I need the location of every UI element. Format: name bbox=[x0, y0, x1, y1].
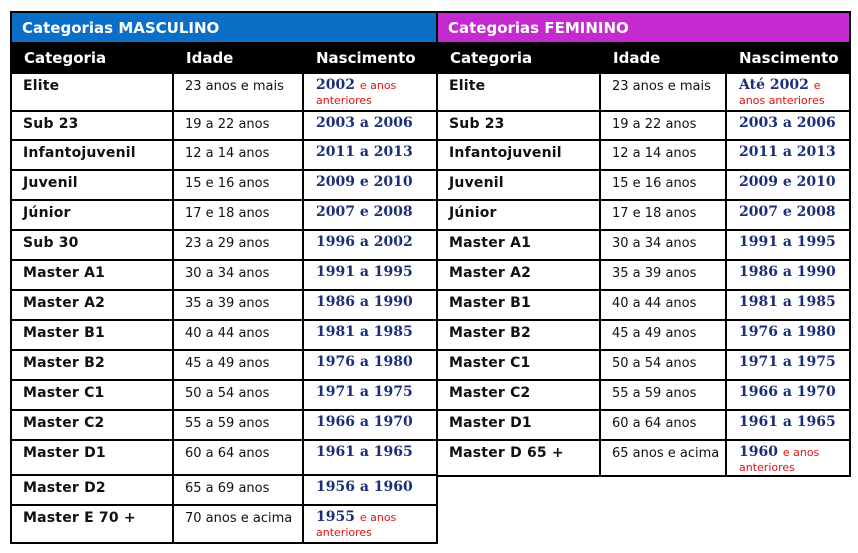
nascimento-cell bbox=[726, 111, 850, 140]
nascimento-value: 2003 a 2006 bbox=[739, 115, 836, 131]
nascimento-value: 1971 a 1975 bbox=[739, 354, 836, 370]
nascimento-cell bbox=[726, 200, 850, 230]
idade-cell: 65 anos e acima bbox=[600, 440, 726, 476]
header-idade: Idade bbox=[173, 43, 303, 73]
nascimento-cell bbox=[726, 320, 850, 350]
idade-cell: 35 a 39 anos bbox=[173, 290, 303, 320]
nascimento-cell bbox=[303, 320, 437, 350]
categoria-cell: Júnior bbox=[437, 200, 600, 230]
header-idade: Idade bbox=[600, 43, 726, 73]
nascimento-cell bbox=[303, 410, 437, 440]
categoria-cell: Infantojuvenil bbox=[437, 140, 600, 170]
nascimento-cell bbox=[726, 140, 850, 170]
table-row bbox=[437, 230, 850, 260]
nascimento-cell bbox=[726, 230, 850, 260]
table-row bbox=[437, 380, 850, 410]
table-row bbox=[11, 111, 437, 140]
categoria-cell: Master E 70 + bbox=[11, 505, 173, 543]
header-nascimento: Nascimento bbox=[726, 43, 850, 73]
idade-cell: 60 a 64 anos bbox=[173, 440, 303, 475]
nascimento-cell bbox=[303, 260, 437, 290]
feminino-table bbox=[436, 11, 851, 477]
nascimento-value: 2011 a 2013 bbox=[739, 144, 836, 160]
categoria-cell: Master D2 bbox=[11, 475, 173, 505]
idade-cell: 55 a 59 anos bbox=[600, 380, 726, 410]
nascimento-cell bbox=[303, 350, 437, 380]
table-row bbox=[437, 73, 850, 111]
idade-cell: 30 a 34 anos bbox=[600, 230, 726, 260]
idade-cell: 17 e 18 anos bbox=[600, 200, 726, 230]
nascimento-value: 1960 bbox=[739, 444, 778, 460]
nascimento-cell bbox=[303, 290, 437, 320]
nascimento-value: 1976 a 1980 bbox=[739, 324, 836, 340]
header-categoria: Categoria bbox=[11, 43, 173, 73]
idade-cell: 35 a 39 anos bbox=[600, 260, 726, 290]
nascimento-cell bbox=[726, 73, 850, 111]
nascimento-suffix: e anos anteriores bbox=[316, 79, 397, 107]
nascimento-cell bbox=[726, 170, 850, 200]
nascimento-value: 1996 a 2002 bbox=[316, 234, 413, 250]
table-row bbox=[437, 440, 850, 476]
nascimento-cell bbox=[726, 440, 850, 476]
nascimento-cell bbox=[303, 380, 437, 410]
nascimento-value: Até 2002 bbox=[739, 77, 809, 93]
nascimento-cell bbox=[303, 73, 437, 111]
idade-cell: 19 a 22 anos bbox=[600, 111, 726, 140]
nascimento-cell bbox=[303, 170, 437, 200]
table-row bbox=[11, 350, 437, 380]
table-row bbox=[11, 290, 437, 320]
table-row bbox=[11, 260, 437, 290]
header-categoria: Categoria bbox=[437, 43, 600, 73]
table-row bbox=[437, 290, 850, 320]
table-row bbox=[11, 140, 437, 170]
nascimento-cell bbox=[303, 140, 437, 170]
nascimento-cell bbox=[303, 475, 437, 505]
categoria-cell: Master D1 bbox=[11, 440, 173, 475]
table-row bbox=[11, 380, 437, 410]
idade-cell: 65 a 69 anos bbox=[173, 475, 303, 505]
idade-cell: 15 e 16 anos bbox=[600, 170, 726, 200]
idade-cell: 55 a 59 anos bbox=[173, 410, 303, 440]
nascimento-suffix: e anos anteriores bbox=[739, 79, 825, 107]
nascimento-value: 2002 bbox=[316, 77, 355, 93]
nascimento-cell bbox=[303, 111, 437, 140]
nascimento-value: 2011 a 2013 bbox=[316, 144, 413, 160]
nascimento-suffix: e anos anteriores bbox=[739, 446, 820, 474]
nascimento-value: 1981 a 1985 bbox=[316, 324, 413, 340]
nascimento-cell bbox=[303, 200, 437, 230]
categoria-cell: Master B1 bbox=[11, 320, 173, 350]
idade-cell: 40 a 44 anos bbox=[173, 320, 303, 350]
nascimento-cell bbox=[303, 230, 437, 260]
idade-cell: 45 a 49 anos bbox=[173, 350, 303, 380]
categoria-cell: Elite bbox=[437, 73, 600, 111]
nascimento-value: 1956 a 1960 bbox=[316, 479, 413, 495]
nascimento-value: 2009 e 2010 bbox=[739, 174, 836, 190]
table-row bbox=[437, 140, 850, 170]
categoria-cell: Master C2 bbox=[437, 380, 600, 410]
table-row bbox=[437, 410, 850, 440]
categoria-cell: Master B1 bbox=[437, 290, 600, 320]
table-row bbox=[437, 260, 850, 290]
categoria-cell: Master C1 bbox=[437, 350, 600, 380]
idade-cell: 23 anos e mais bbox=[173, 73, 303, 111]
nascimento-value: 1991 a 1995 bbox=[739, 234, 836, 250]
table-row bbox=[437, 320, 850, 350]
nascimento-value: 1966 a 1970 bbox=[316, 414, 413, 430]
nascimento-value: 1976 a 1980 bbox=[316, 354, 413, 370]
nascimento-value: 1991 a 1995 bbox=[316, 264, 413, 280]
table-row bbox=[11, 440, 437, 475]
nascimento-cell bbox=[303, 440, 437, 475]
categoria-cell: Master A1 bbox=[11, 260, 173, 290]
categoria-cell: Master B2 bbox=[437, 320, 600, 350]
table-row bbox=[437, 111, 850, 140]
table-row bbox=[437, 350, 850, 380]
masculino-title: Categorias MASCULINO bbox=[11, 12, 437, 43]
categoria-cell: Sub 23 bbox=[11, 111, 173, 140]
nascimento-value: 1961 a 1965 bbox=[316, 444, 413, 460]
idade-cell: 12 a 14 anos bbox=[173, 140, 303, 170]
nascimento-suffix: e anos anteriores bbox=[316, 511, 397, 539]
table-row bbox=[11, 200, 437, 230]
categoria-cell: Infantojuvenil bbox=[11, 140, 173, 170]
nascimento-value: 1966 a 1970 bbox=[739, 384, 836, 400]
categoria-cell: Juvenil bbox=[11, 170, 173, 200]
table-row bbox=[437, 200, 850, 230]
categoria-cell: Master D 65 + bbox=[437, 440, 600, 476]
nascimento-value: 2007 e 2008 bbox=[316, 204, 413, 220]
idade-cell: 17 e 18 anos bbox=[173, 200, 303, 230]
idade-cell: 23 anos e mais bbox=[600, 73, 726, 111]
categoria-cell: Sub 30 bbox=[11, 230, 173, 260]
table-row bbox=[11, 170, 437, 200]
categoria-cell: Master A2 bbox=[437, 260, 600, 290]
nascimento-value: 1955 bbox=[316, 509, 355, 525]
masculino-table bbox=[10, 11, 438, 544]
nascimento-value: 2003 a 2006 bbox=[316, 115, 413, 131]
categoria-cell: Master A2 bbox=[11, 290, 173, 320]
idade-cell: 30 a 34 anos bbox=[173, 260, 303, 290]
nascimento-value: 1986 a 1990 bbox=[316, 294, 413, 310]
nascimento-cell bbox=[726, 380, 850, 410]
table-row bbox=[11, 505, 437, 543]
nascimento-cell bbox=[726, 350, 850, 380]
table-row bbox=[11, 230, 437, 260]
nascimento-cell bbox=[726, 260, 850, 290]
table-row bbox=[11, 320, 437, 350]
nascimento-value: 1971 a 1975 bbox=[316, 384, 413, 400]
header-nascimento: Nascimento bbox=[303, 43, 437, 73]
nascimento-cell bbox=[726, 410, 850, 440]
idade-cell: 45 a 49 anos bbox=[600, 320, 726, 350]
nascimento-cell bbox=[726, 290, 850, 320]
idade-cell: 12 a 14 anos bbox=[600, 140, 726, 170]
table-row bbox=[11, 410, 437, 440]
idade-cell: 40 a 44 anos bbox=[600, 290, 726, 320]
categoria-cell: Elite bbox=[11, 73, 173, 111]
categoria-cell: Master C1 bbox=[11, 380, 173, 410]
table-row bbox=[11, 475, 437, 505]
categoria-cell: Master C2 bbox=[11, 410, 173, 440]
categoria-cell: Juvenil bbox=[437, 170, 600, 200]
categoria-cell: Júnior bbox=[11, 200, 173, 230]
nascimento-value: 2007 e 2008 bbox=[739, 204, 836, 220]
idade-cell: 15 e 16 anos bbox=[173, 170, 303, 200]
categoria-cell: Master D1 bbox=[437, 410, 600, 440]
table-row bbox=[437, 170, 850, 200]
nascimento-value: 2009 e 2010 bbox=[316, 174, 413, 190]
nascimento-value: 1961 a 1965 bbox=[739, 414, 836, 430]
nascimento-value: 1986 a 1990 bbox=[739, 264, 836, 280]
idade-cell: 50 a 54 anos bbox=[173, 380, 303, 410]
idade-cell: 50 a 54 anos bbox=[600, 350, 726, 380]
categoria-cell: Sub 23 bbox=[437, 111, 600, 140]
nascimento-cell bbox=[303, 505, 437, 543]
table-row bbox=[11, 73, 437, 111]
idade-cell: 19 a 22 anos bbox=[173, 111, 303, 140]
nascimento-value: 1981 a 1985 bbox=[739, 294, 836, 310]
idade-cell: 70 anos e acima bbox=[173, 505, 303, 543]
idade-cell: 23 a 29 anos bbox=[173, 230, 303, 260]
idade-cell: 60 a 64 anos bbox=[600, 410, 726, 440]
feminino-title: Categorias FEMININO bbox=[437, 12, 850, 43]
categoria-cell: Master B2 bbox=[11, 350, 173, 380]
categoria-cell: Master A1 bbox=[437, 230, 600, 260]
